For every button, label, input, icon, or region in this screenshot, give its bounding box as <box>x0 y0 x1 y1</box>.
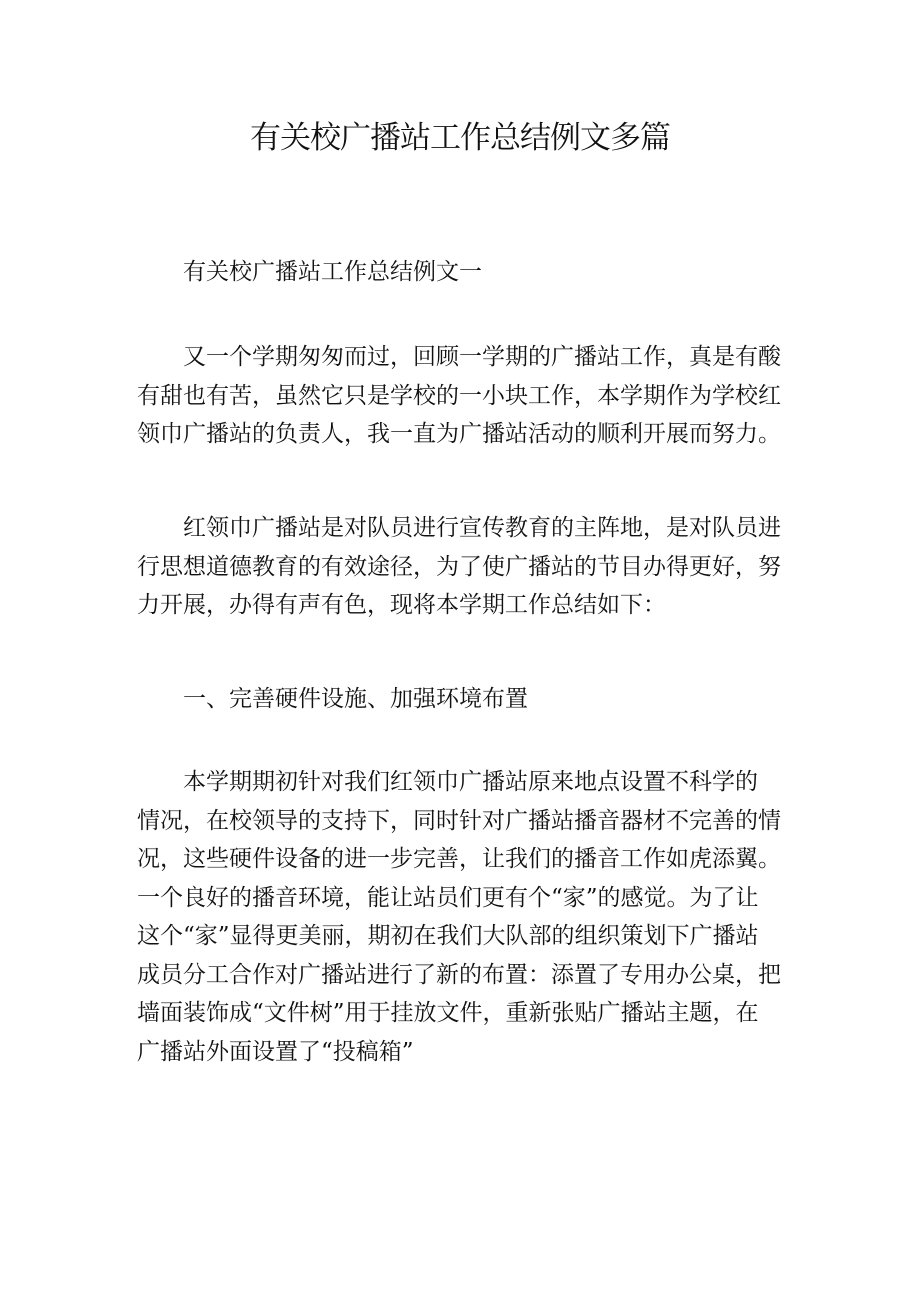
paragraph-2-line-3: 力开展，办得有声有色，现将本学期工作总结如下： <box>137 592 666 618</box>
subheading-1 <box>137 680 797 719</box>
document-title: 有关校广播站工作总结例文多篇 <box>250 120 670 156</box>
paragraph-2 <box>137 509 797 625</box>
paragraph-3-line-3: 况，这些硬件设备的进一步完善，让我们的播音工作如虎添翼。 <box>137 846 781 872</box>
paragraph-1-line-1: 又一个学期匆匆而过，回顾一学期的广播站工作，真是有酸 <box>183 344 781 370</box>
paragraph-3-line-5: 这个“家”显得更美丽，期初在我们大队部的组织策划下广播站 <box>137 923 759 949</box>
paragraph-1 <box>137 338 797 454</box>
paragraph-2-line-1: 红领巾广播站是对队员进行宣传教育的主阵地，是对队员进 <box>183 515 781 541</box>
paragraph-3-line-1: 本学期期初针对我们红领巾广播站原来地点设置不科学的 <box>183 769 758 795</box>
paragraph-3 <box>137 763 797 1071</box>
paragraph-3-line-7: 墙面装饰成“文件树”用于挂放文件，重新张贴广播站主题，在 <box>137 1000 759 1026</box>
paragraph-1-line-3: 领巾广播站的负责人，我一直为广播站活动的顺利开展而努力。 <box>137 421 781 447</box>
paragraph-3-line-8: 广播站外面设置了“投稿箱” <box>137 1038 414 1065</box>
subheading-1-text: 一、完善硬件设施、加强环境布置 <box>183 686 528 712</box>
paragraph-3-line-6: 成员分工合作对广播站进行了新的布置：添置了专用办公桌，把 <box>137 961 781 988</box>
paragraph-3-line-4: 一个良好的播音环境，能让站员们更有个“家”的感觉。为了让 <box>137 884 759 911</box>
paragraph-2-line-2: 行思想道德教育的有效途径，为了使广播站的节目办得更好，努 <box>137 553 781 580</box>
paragraph-3-line-2: 情况，在校领导的支持下，同时针对广播站播音器材不完善的情 <box>137 807 781 834</box>
section-heading-text: 有关校广播站工作总结例文一 <box>183 259 482 285</box>
paragraph-1-line-2: 有甜也有苦，虽然它只是学校的一小块工作，本学期作为学校红 <box>137 382 781 409</box>
section-heading <box>137 253 797 292</box>
